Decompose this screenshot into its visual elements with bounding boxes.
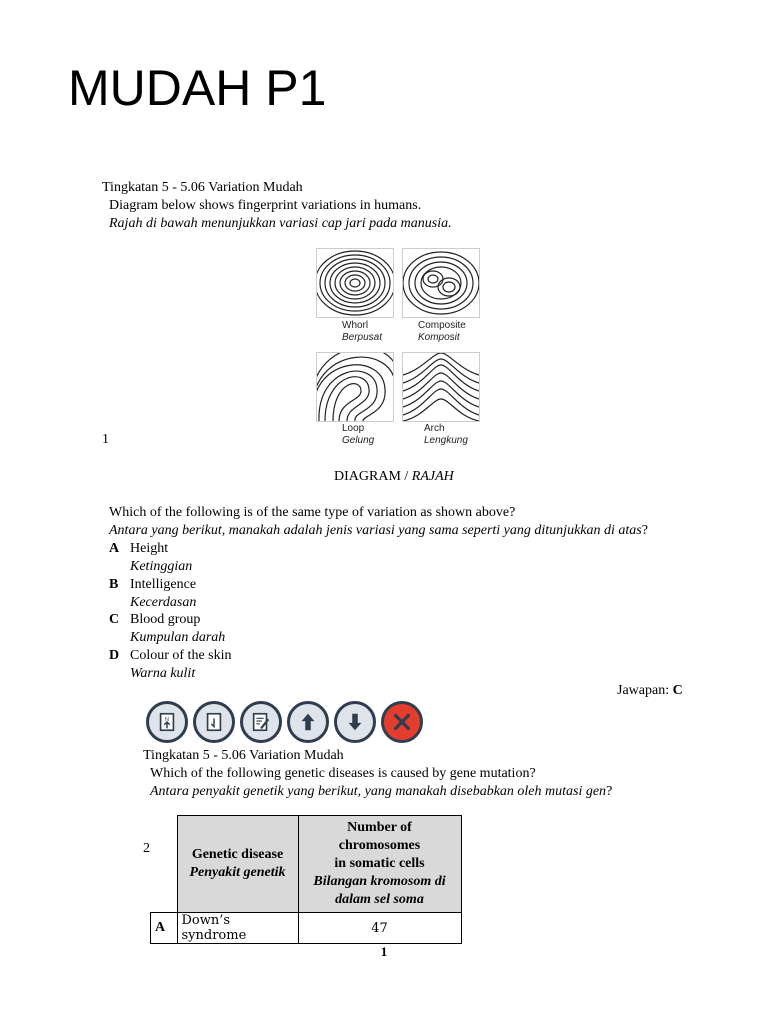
option-c-letter: C [109,612,120,627]
scroll-up-button[interactable] [287,701,329,743]
fingerprint-composite-image [402,248,480,318]
page-number: 1 [380,944,388,959]
option-a-en: Height [130,541,169,556]
fingerprint-arch-image [402,352,480,422]
answer-label: Jawapan: [617,683,673,698]
header-genetic-disease-en: Genetic disease [191,847,284,862]
option-a-ms: Ketinggian [130,559,193,574]
option-b-en: Intelligence [130,577,197,592]
option-d-en: Colour of the skin [130,648,232,663]
table-row [151,913,462,944]
option-b-letter: B [109,577,119,592]
q1-topic: Tingkatan 5 - 5.06 Variation Mudah [102,180,303,195]
q1-question-ms-end: ? [641,523,648,538]
table-header-row [151,816,462,913]
q1-question-en: Which of the following is of the same type of variation as shown above? [109,505,516,520]
q2-question-en: Which of the following genetic diseases is caused by gene mutation? [150,766,536,781]
q2-question-ms-end: ? [606,784,613,799]
row-a-letter: A [151,913,178,944]
fingerprint-label-whorl-en: Whorl [342,320,369,331]
header-chromosome-ms-2: dalam sel soma [335,892,424,907]
q1-number: 1 [102,432,109,447]
option-d-ms: Warna kulit [130,666,196,681]
fingerprint-label-arch-en: Arch [424,423,445,434]
table-corner-cell [151,816,178,913]
fingerprint-label-whorl-ms: Berpusat [342,332,383,343]
fingerprint-label-loop-ms: Gelung [342,435,375,446]
fingerprint-label-arch-ms: Lengkung [424,435,468,446]
fingerprint-whorl-image [316,248,394,318]
row-a-chromosomes: 47 [298,913,461,944]
option-d-letter: D [109,648,120,663]
edit-button[interactable] [240,701,282,743]
close-icon [391,711,413,733]
header-chromosome-ms-1: Bilangan kromosom di [313,874,446,889]
q1-question-ms [109,522,648,540]
header-genetic-disease-ms: Penyakit genetik [189,865,286,880]
header-chromosome-en-1: Number of [347,820,412,835]
svg-text:N: N [165,717,169,724]
arrow-up-icon [297,711,319,733]
q1-stem-en: Diagram below shows fingerprint variations in humans. [109,198,422,213]
q2-topic: Tingkatan 5 - 5.06 Variation Mudah [143,748,344,763]
q2-question-ms [150,783,612,801]
header-chromosome-en-2: chromosomes [338,838,421,853]
option-b-ms: Kecerdasan [130,595,197,610]
header-chromosome-en-3: in somatic cells [334,856,425,871]
header-genetic-disease [177,816,298,913]
option-c-ms: Kumpulan darah [130,630,226,645]
answer-value: C [672,683,683,698]
fingerprint-loop-image [316,352,394,422]
q1-stem-ms: Rajah di bawah menunjukkan variasi cap jari pada manusia. [109,216,452,231]
page-title: MUDAH P1 [68,60,327,116]
notes-icon [156,711,178,733]
q2-options-table [150,815,462,944]
arrow-down-icon [344,711,366,733]
close-button[interactable] [381,701,423,743]
answer-line [617,682,683,700]
diagram-caption-ms: RAJAH [411,469,454,484]
exit-icon [203,711,225,733]
exit-button[interactable] [193,701,235,743]
fingerprint-label-composite-en: Composite [418,320,466,331]
diagram-caption [334,468,454,486]
row-a-disease: Down’s syndrome [177,913,298,944]
fingerprint-label-composite-ms: Komposit [418,332,460,343]
diagram-caption-en: DIAGRAM / [334,469,412,484]
notes-button[interactable] [146,701,188,743]
option-a-letter: A [109,541,120,556]
header-chromosome-count [298,816,461,913]
q2-question-ms-text: Antara penyakit genetik yang berikut, yang manakah disebabkan oleh mutasi gen [150,784,607,799]
edit-icon [250,711,272,733]
fingerprint-label-loop-en: Loop [342,423,365,434]
option-c-en: Blood group [130,612,201,627]
q2-number: 2 [143,841,150,856]
q1-question-ms-text: Antara yang berikut, manakah adalah jenis variasi yang sama seperti yang ditunjukkan di atas [109,523,642,538]
scroll-down-button[interactable] [334,701,376,743]
